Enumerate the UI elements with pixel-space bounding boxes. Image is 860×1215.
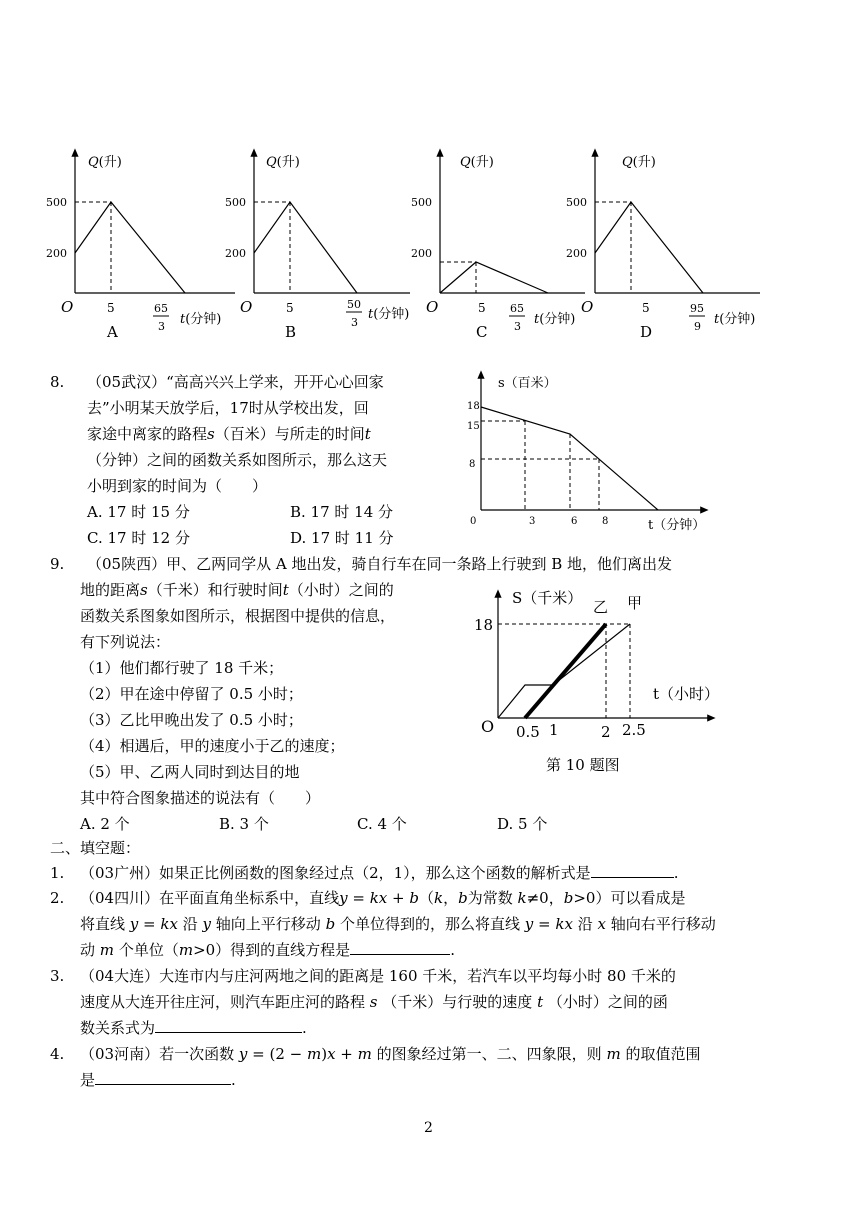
q9-option-a: A. 2 个: [80, 815, 130, 833]
q9-option-c: C. 4 个: [357, 815, 407, 833]
t-label: t: [368, 307, 374, 322]
tick-500: 500: [566, 196, 587, 209]
svg-text:t(分钟): [534, 312, 575, 327]
q-label: Q: [266, 155, 277, 170]
frac-num: 95: [690, 302, 704, 315]
t-unit: (分钟): [539, 312, 576, 327]
fill-q1-blank[interactable]: [591, 861, 674, 878]
frac-den: 3: [514, 320, 521, 333]
graph-c: [411, 152, 585, 341]
fill-q4-line2: 是 .: [80, 1067, 236, 1093]
q8-line5: 小明到家的时间为（ ）: [87, 477, 268, 495]
fill-q3-line3: 数关系式为 .: [80, 1015, 307, 1041]
fill-q1-number: 1.: [50, 864, 65, 882]
q9-option-b: B. 3 个: [219, 815, 269, 833]
fill-q4-number: 4.: [50, 1045, 65, 1063]
fill-q2-line1: （04四川）在平面直角坐标系中，直线y = kx + b（k，b为常数 k≠0，b>0）可以看成是: [80, 889, 686, 907]
q9-line3: 函数关系图象如图所示，根据图中提供的信息，: [80, 607, 396, 625]
q9-line-yi: [525, 624, 606, 718]
q9-item-5: （5）甲、乙两人同时到达目的地: [80, 763, 300, 781]
frac-num: 65: [154, 302, 168, 315]
tick-200: 200: [46, 247, 67, 260]
q9-label-jia: 甲: [627, 594, 643, 612]
q8-option-a: A. 17 时 15 分: [87, 503, 190, 521]
q-label: Q: [460, 155, 471, 170]
q9-label-yi: 乙: [593, 598, 609, 616]
tick-5: 5: [107, 301, 115, 315]
q9-item-3: （3）乙比甲晚出发了 0.5 小时；: [80, 711, 303, 729]
q9-item-1: （1）他们都行驶了 18 千米；: [80, 659, 284, 677]
page-number: 2: [424, 1120, 433, 1136]
graph-c-line: [440, 262, 548, 293]
tick-500: 500: [225, 196, 246, 209]
graphs-abcd: [0, 140, 860, 350]
t-label: t: [714, 312, 720, 327]
frac-den: 9: [694, 320, 701, 333]
fill-q4-blank[interactable]: [95, 1068, 231, 1085]
t-unit: (分钟): [373, 307, 410, 322]
q8-option-b: B. 17 时 14 分: [290, 503, 394, 521]
q-label: Q: [88, 155, 99, 170]
q8-line4: （分钟）之间的函数关系如图所示，那么这天: [87, 451, 388, 469]
frac-den: 3: [158, 320, 165, 333]
q9-tick-25: 2.5: [622, 721, 646, 739]
q9-line1: （05陕西）甲、乙两同学从 A 地出发，骑自行车在同一条路上行驶到 B 地，他们离出发: [87, 555, 673, 573]
q8-tick-3: 3: [529, 516, 536, 527]
frac-num: 50: [347, 298, 361, 311]
q9-question: 其中符合图象描述的说法有（ ）: [80, 789, 321, 807]
svg-text:Q(升): [266, 155, 300, 170]
q8-number: 8.: [50, 373, 65, 391]
q9-line4: 有下列说法：: [80, 633, 171, 651]
fill-q4-line1: （03河南）若一次函数 y = (2 − m)x + m 的图象经过第一、二、四象限，则 m 的取值范围: [80, 1045, 701, 1063]
q8-tick-15: 15: [467, 421, 480, 432]
letter-b: B: [285, 323, 297, 341]
svg-text:Q(升): [622, 155, 656, 170]
q9-tick-05: 0.5: [516, 723, 540, 741]
svg-text:t(分钟): [180, 312, 221, 327]
section2-title: 二、填空题：: [50, 839, 141, 857]
q8-y-label: s（百米）: [498, 376, 557, 391]
q8-line2: 去”小明某天放学后，17时从学校出发，回: [87, 399, 369, 417]
q9-item-4: （4）相遇后，甲的速度小于乙的速度；: [80, 737, 345, 755]
q8-tick-18: 18: [467, 401, 480, 412]
svg-text:t(分钟): [714, 312, 755, 327]
svg-text:Q(升): [460, 155, 494, 170]
graph-d-line: [595, 202, 703, 293]
q8-tick-0: 0: [470, 516, 477, 527]
t-unit: (分钟): [719, 312, 756, 327]
fill-q3-line1: （04大连）大连市内与庄河两地之间的距离是 160 千米，若汽车以平均每小时 80 千米的: [80, 967, 676, 985]
q8-tick-8: 8: [469, 459, 476, 470]
q9-y-label: S（千米）: [512, 589, 583, 607]
q8-line3: 家途中离家的路程s（百米）与所走的时间t: [87, 425, 371, 443]
q-unit: (升): [98, 155, 122, 170]
q9-tick-1: 1: [549, 721, 559, 739]
q-label: Q: [622, 155, 633, 170]
fill-q2-line2: 将直线 y = kx 沿 y 轴向上平行移动 b 个单位得到的，那么将直线 y = kx 沿 x 轴向右平行移动: [80, 915, 716, 933]
letter-c: C: [476, 323, 488, 341]
q8-x-label: t（分钟）: [648, 518, 706, 533]
tick-200: 200: [566, 247, 587, 260]
t-label: t: [180, 312, 186, 327]
tick-500: 500: [411, 196, 432, 209]
tick-5: 5: [286, 301, 294, 315]
fill-q3-line2: 速度从大连开往庄河，则汽车距庄河的路程 s （千米）与行驶的速度 t （小时）之间的函: [80, 993, 668, 1011]
t-label: t: [534, 312, 540, 327]
fill-q2-blank[interactable]: [350, 938, 450, 955]
origin: O: [581, 298, 594, 316]
frac-den: 3: [351, 316, 358, 329]
origin: O: [240, 298, 253, 316]
q-unit: (升): [276, 155, 300, 170]
q9-line2: 地的距离s（千米）和行驶时间t（小时）之间的: [80, 581, 394, 599]
tick-5: 5: [642, 301, 650, 315]
svg-text:t(分钟): [368, 307, 409, 322]
q9-chart: [470, 585, 730, 780]
graph-a-line: [75, 202, 185, 293]
q9-tick-2: 2: [601, 723, 611, 741]
t-unit: (分钟): [185, 312, 222, 327]
q9-tick-18: 18: [474, 616, 494, 634]
fill-q2-line3: 动 m 个单位（m>0）得到的直线方程是 .: [80, 937, 455, 963]
svg-text:Q(升): [88, 155, 122, 170]
q8-line1: （05武汉）“高高兴兴上学来，开开心心回家: [87, 373, 384, 391]
graph-b-line: [254, 202, 357, 293]
letter-d: D: [640, 323, 653, 341]
origin: O: [61, 298, 74, 316]
tick-200: 200: [225, 247, 246, 260]
graph-b: [225, 152, 410, 341]
q9-item-2: （2）甲在途中停留了 0.5 小时；: [80, 685, 303, 703]
q8-option-c: C. 17 时 12 分: [87, 529, 190, 547]
q8-tick-8x: 8: [602, 516, 609, 527]
fill-q2-number: 2.: [50, 889, 65, 907]
graph-a: [46, 152, 235, 341]
tick-5: 5: [478, 301, 486, 315]
q9-origin: O: [481, 717, 495, 736]
fill-q3-number: 3.: [50, 967, 65, 985]
fill-q3-blank[interactable]: [155, 1016, 302, 1033]
q9-x-label: t（小时）: [653, 685, 720, 703]
graph-d: [566, 152, 760, 341]
q8-chart: [450, 370, 720, 535]
q9-number: 9.: [50, 555, 65, 573]
q-unit: (升): [632, 155, 656, 170]
origin: O: [426, 298, 439, 316]
fill-q1: （03广州）如果正比例函数的图象经过点（2，1），那么这个函数的解析式是 .: [80, 860, 678, 886]
q9-option-d: D. 5 个: [497, 815, 548, 833]
letter-a: A: [107, 323, 118, 341]
q8-tick-6: 6: [571, 516, 578, 527]
tick-200: 200: [411, 247, 432, 260]
q-unit: (升): [470, 155, 494, 170]
frac-num: 65: [510, 302, 524, 315]
q9-caption: 第 10 题图: [546, 756, 620, 774]
tick-500: 500: [46, 196, 67, 209]
q8-option-d: D. 17 时 11 分: [290, 529, 394, 547]
